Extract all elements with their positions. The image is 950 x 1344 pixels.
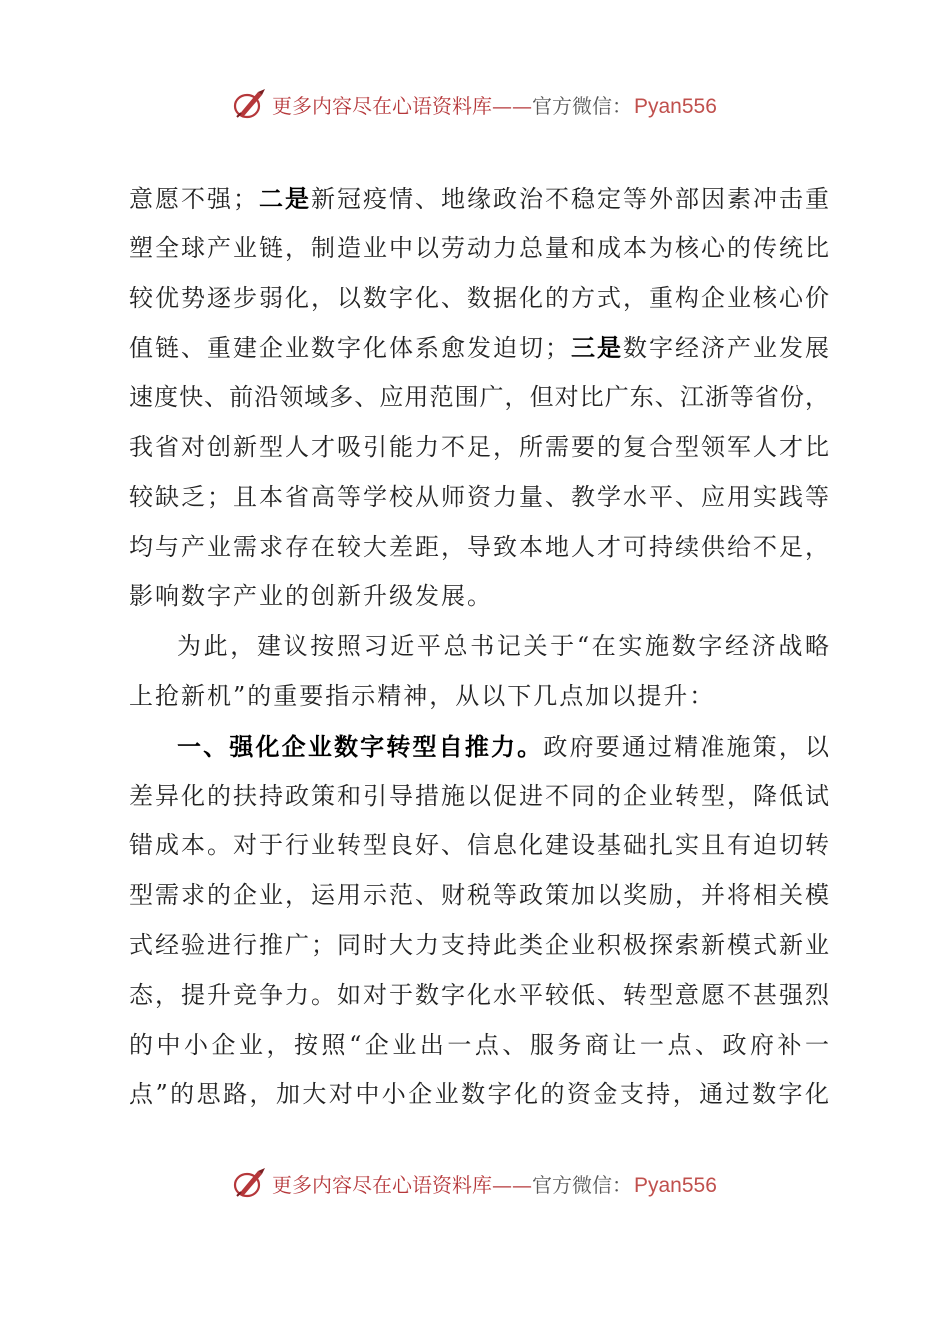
p1-line-1-a: 意愿不强； <box>129 185 257 213</box>
p1-line-3: 较优势逐步弱化，以数字化、数据化的方式，重构企业核心价 <box>129 283 829 312</box>
p1-line-4-b: 数字经济产业发展 <box>623 334 829 363</box>
p3-line-3: 错成本。对于行业转型良好、信息化建设基础扎实且有迫切转 <box>129 831 829 860</box>
p3-line-2: 差异化的扶持政策和引导措施以促进不同的企业转型，降低试 <box>129 781 829 810</box>
p1-line-4-bold: 三是 <box>569 333 623 363</box>
header-wechat-id: Pyan556 <box>634 94 717 118</box>
p1-line-8: 均与产业需求存在较大差距，导致本地人才可持续供给不足， <box>129 532 829 561</box>
p3-line-5: 式经验进行推广；同时大力支持此类企业积极探索新模式新业 <box>129 930 829 959</box>
footer-banner <box>232 1163 752 1203</box>
p2-line-1: 为此，建议按照习近平总书记关于“在实施数字经济战略 <box>177 632 829 661</box>
header-banner <box>232 84 752 124</box>
paragraph-2 <box>129 622 829 722</box>
header-banner-text <box>272 90 717 119</box>
footer-wechat-label: 官方微信： <box>532 1172 632 1197</box>
p1-line-5: 速度快、前沿领域多、应用范围广，但对比广东、江浙等省份， <box>129 383 829 412</box>
p1-line-6: 我省对创新型人才吸引能力不足，所需要的复合型领军人才比 <box>129 432 829 461</box>
p1-line-4 <box>129 323 829 373</box>
p2-line-2: 上抢新机”的重要指示精神，从以下几点加以提升： <box>129 681 716 710</box>
footer-banner-text <box>272 1169 717 1198</box>
document-body <box>129 174 829 1120</box>
footer-brand-text: 更多内容尽在心语资料库 <box>272 1172 492 1197</box>
quill-pen-logo-icon <box>232 1165 268 1201</box>
paragraph-3 <box>129 722 829 1120</box>
header-wechat-label: 官方微信： <box>532 93 632 118</box>
p1-line-1 <box>129 174 829 224</box>
paragraph-1 <box>129 174 829 622</box>
p3-line-6: 态，提升竞争力。如对于数字化水平较低、转型意愿不甚强烈 <box>129 980 829 1009</box>
p1-line-1-bold: 二是 <box>257 184 311 213</box>
p3-heading: 一、强化企业数字转型自推力。 <box>177 731 544 761</box>
p3-line-4: 型需求的企业，运用示范、财税等政策加以奖励，并将相关模 <box>129 881 829 910</box>
p1-line-2: 塑全球产业链，制造业中以劳动力总量和成本为核心的传统比 <box>129 233 829 262</box>
p3-line-7: 的中小企业，按照“企业出一点、服务商让一点、政府补一 <box>129 1030 829 1059</box>
p1-line-4-a: 值链、重建企业数字化体系愈发迫切； <box>129 334 569 363</box>
p3-line-8: 点”的思路，加大对中小企业数字化的资金支持，通过数字化 <box>129 1080 829 1109</box>
p3-line-1 <box>129 722 829 772</box>
quill-pen-logo-icon <box>232 86 268 122</box>
p3-line-1-b: 政府要通过精准施策，以 <box>543 732 830 761</box>
header-dash: —— <box>492 93 532 118</box>
p1-line-7: 较缺乏；且本省高等学校从师资力量、教学水平、应用实践等 <box>129 482 829 511</box>
footer-wechat-id: Pyan556 <box>634 1173 717 1197</box>
footer-dash: —— <box>492 1172 532 1197</box>
header-brand-text: 更多内容尽在心语资料库 <box>272 93 492 118</box>
p1-line-9: 影响数字产业的创新升级发展。 <box>129 582 493 611</box>
p1-line-1-b: 新冠疫情、地缘政治不稳定等外部因素冲击重 <box>311 185 829 213</box>
